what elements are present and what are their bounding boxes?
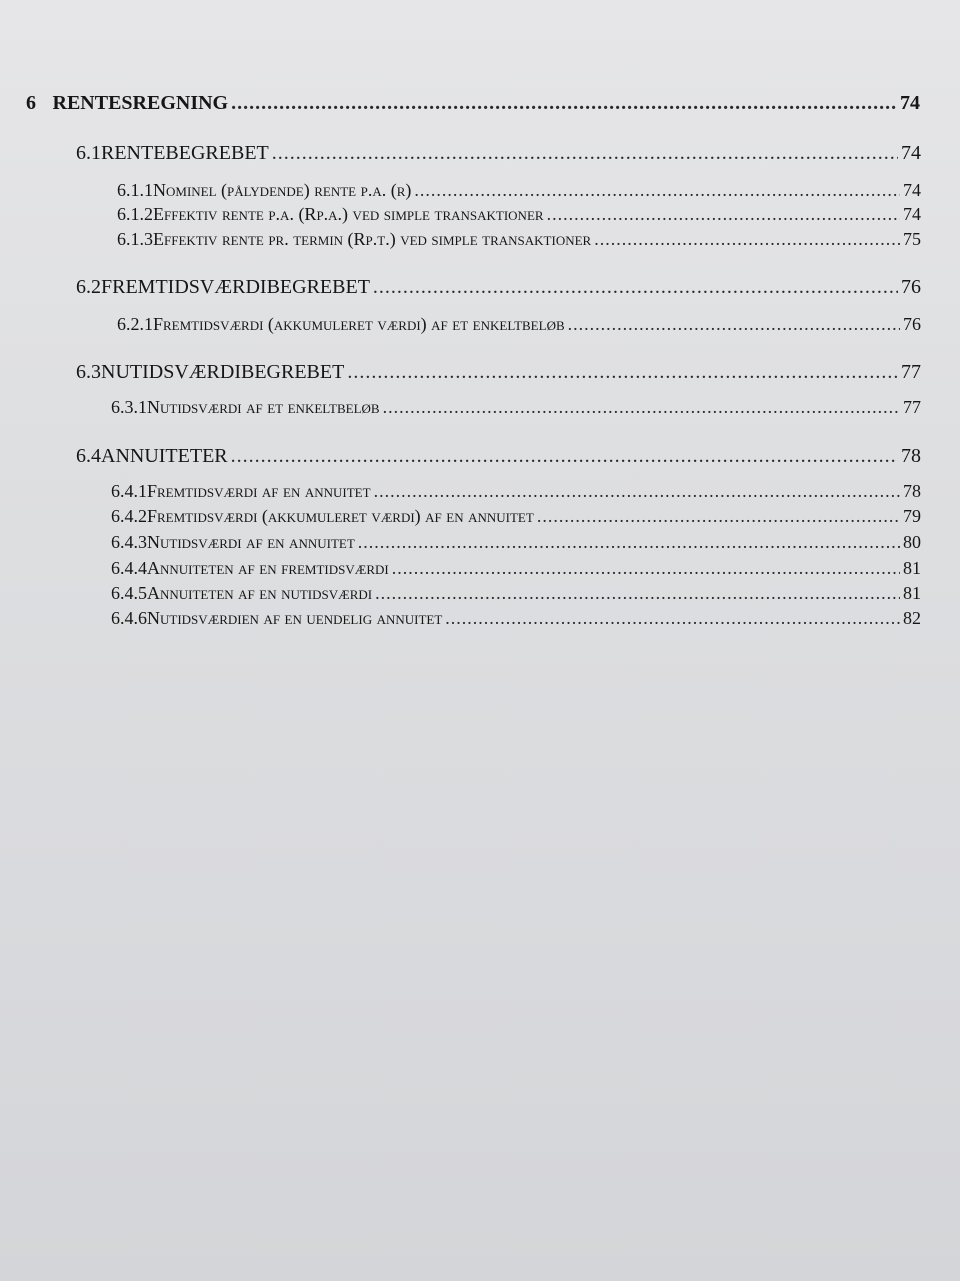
dot-leader (537, 506, 900, 527)
toc-page-number: 74 (903, 204, 921, 224)
toc-subsection-number: 6.1.2 (117, 204, 153, 224)
toc-subsection-title: Fremtidsværdi (akkumuleret værdi) af en annuitet (147, 506, 534, 526)
toc-subsection-6-2-1 (117, 314, 921, 335)
dot-leader (375, 583, 900, 604)
dot-leader (358, 532, 900, 553)
toc-subsection-number: 6.3.1 (111, 397, 147, 417)
toc-subsection-6-1-2 (117, 204, 921, 225)
toc-subsection-number: 6.4.2 (111, 506, 147, 526)
toc-subsection-title: Fremtidsværdi (akkumuleret værdi) af et enkeltbeløb (153, 314, 565, 334)
toc-section-title: RENTEBEGREBET (101, 142, 269, 164)
toc-subsection-number: 6.2.1 (117, 314, 153, 334)
toc-page-number: 80 (903, 532, 921, 552)
toc-subsection-number: 6.4.6 (111, 608, 147, 628)
dot-leader (347, 361, 898, 384)
toc-section-6-3 (76, 361, 921, 384)
toc-page-number: 75 (903, 229, 921, 249)
toc-subsection-number: 6.1.3 (117, 229, 153, 249)
dot-leader (272, 142, 898, 165)
toc-subsection-title: Fremtidsværdi af en annuitet (147, 481, 371, 501)
toc-page-number: 77 (901, 361, 921, 383)
toc-page-number: 81 (903, 558, 921, 578)
toc-page-number: 78 (901, 445, 921, 467)
toc-subsection-6-4-1 (111, 481, 921, 502)
toc-subsection-6-4-6 (111, 608, 921, 629)
toc-page-number: 78 (903, 481, 921, 501)
toc-subsection-6-1-3 (117, 229, 921, 250)
dot-leader (414, 180, 900, 201)
toc-subsection-number: 6.4.5 (111, 583, 147, 603)
toc-page-number: 79 (903, 506, 921, 526)
toc-page-number: 74 (901, 142, 921, 164)
dot-leader (231, 445, 898, 468)
toc-section-6-4 (76, 445, 921, 468)
toc-subsection-number: 6.1.1 (117, 180, 153, 200)
toc-subsection-title: Effektiv rente pr. termin (Rp.t.) ved simple transaktioner (153, 229, 592, 249)
toc-page-number: 82 (903, 608, 921, 628)
toc-page-number: 76 (903, 314, 921, 334)
toc-page-number: 77 (903, 397, 921, 417)
toc-section-6-1 (76, 142, 921, 165)
toc-subsection-title: Nominel (pålydende) rente p.a. (r) (153, 180, 412, 200)
dot-leader (373, 276, 898, 299)
toc-subsection-6-4-3 (111, 532, 921, 553)
toc-page-number: 74 (903, 180, 921, 200)
toc-subsection-title: Annuiteten af en fremtidsværdi (147, 558, 389, 578)
toc-subsection-number: 6.4.3 (111, 532, 147, 552)
toc-page-number: 81 (903, 583, 921, 603)
toc-subsection-6-1-1 (117, 180, 921, 201)
dot-leader (445, 608, 900, 629)
toc-subsection-title: Nutidsværdi af en annuitet (147, 532, 355, 552)
toc-chapter-6 (26, 92, 920, 115)
toc-page-number: 74 (900, 92, 920, 114)
dot-leader (547, 204, 900, 225)
dot-leader (231, 92, 897, 115)
dot-leader (594, 229, 900, 250)
dot-leader (392, 558, 900, 579)
toc-subsection-6-4-4 (111, 558, 921, 579)
toc-page-number: 76 (901, 276, 921, 298)
toc-subsection-6-4-5 (111, 583, 921, 604)
toc-section-number: 6.4 (76, 445, 101, 467)
toc-section-number: 6.1 (76, 142, 101, 164)
dot-leader (383, 397, 900, 418)
dot-leader (568, 314, 900, 335)
toc-section-number: 6.3 (76, 361, 101, 383)
toc-subsection-number: 6.4.4 (111, 558, 147, 578)
toc-chapter-number: 6 (26, 92, 36, 114)
toc-subsection-number: 6.4.1 (111, 481, 147, 501)
toc-subsection-title: Nutidsværdien af en uendelig annuitet (147, 608, 443, 628)
toc-section-6-2 (76, 276, 921, 299)
toc-subsection-6-4-2 (111, 506, 921, 527)
dot-leader (374, 481, 900, 502)
toc-chapter-title: RENTESREGNING (52, 92, 229, 114)
toc-subsection-title: Annuiteten af en nutidsværdi (147, 583, 373, 603)
toc-section-title: ANNUITETER (101, 445, 228, 467)
toc-subsection-6-3-1 (111, 397, 921, 418)
toc-section-number: 6.2 (76, 276, 101, 298)
toc-section-title: FREMTIDSVÆRDIBEGREBET (101, 276, 370, 298)
toc-section-title: NUTIDSVÆRDIBEGREBET (101, 361, 345, 383)
toc-subsection-title: Effektiv rente p.a. (Rp.a.) ved simple transaktioner (153, 204, 544, 224)
toc-subsection-title: Nutidsværdi af et enkeltbeløb (147, 397, 380, 417)
